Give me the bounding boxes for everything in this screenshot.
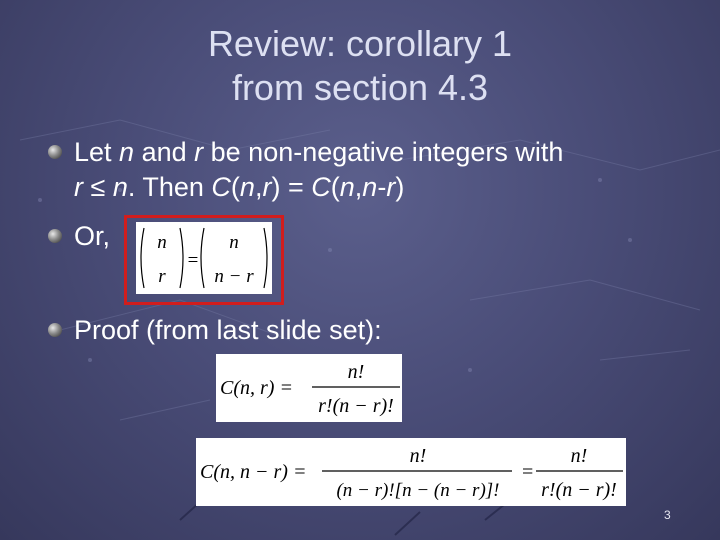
bullet-proof-label: Proof (from last slide set): [74, 315, 382, 345]
left-paren-close [180, 228, 183, 288]
eq2-lhs: C(n, n − r) = [200, 461, 307, 483]
bullet-icon [48, 229, 62, 243]
bullet-or-label: Or, [74, 221, 111, 251]
eq2-denominator-1: (n − r)![n − (n − r)]! [336, 480, 500, 501]
binomial-identity-equation [136, 222, 272, 294]
binomial-right-top: n [229, 232, 239, 253]
slide-title [0, 22, 720, 110]
eq1-lhs: C(n, r) = [220, 377, 293, 399]
right-paren-close [264, 228, 267, 288]
proof-equation-1 [216, 354, 402, 422]
binomial-left-bottom: r [158, 266, 166, 287]
eq2-denominator-2: r!(n − r)! [541, 479, 617, 501]
bullet-corollary-line-1: Let n and r be non-negative integers with [74, 137, 564, 167]
eq2-equals: = [522, 461, 534, 483]
eq2-numerator-1: n! [409, 445, 427, 467]
eq1-denominator: r!(n − r)! [318, 395, 394, 417]
bullet-corollary [48, 136, 688, 206]
bullet-icon [48, 323, 62, 337]
bullet-corollary-line-2: r ≤ n. Then C(n,r) = C(n,n-r) [74, 172, 405, 202]
proof-equation-1-svg [216, 354, 402, 422]
proof-equation-2-svg [196, 438, 626, 506]
binomial-identity-svg [136, 222, 272, 294]
left-paren-open [141, 228, 144, 288]
proof-equation-2 [196, 438, 626, 506]
eq1-numerator: n! [347, 361, 365, 383]
eq2-numerator-2: n! [570, 445, 588, 467]
bullet-proof [48, 314, 468, 348]
slide-title-line-2: from section 4.3 [231, 67, 489, 108]
right-paren-open [201, 228, 204, 288]
slide-number: 3 [664, 508, 671, 522]
bullet-icon [48, 145, 62, 159]
slide-title-line-1: Review: corollary 1 [207, 23, 513, 64]
binomial-right-bottom: n − r [214, 266, 254, 287]
binomial-left-top: n [157, 232, 167, 253]
binomial-equals: = [187, 250, 199, 271]
